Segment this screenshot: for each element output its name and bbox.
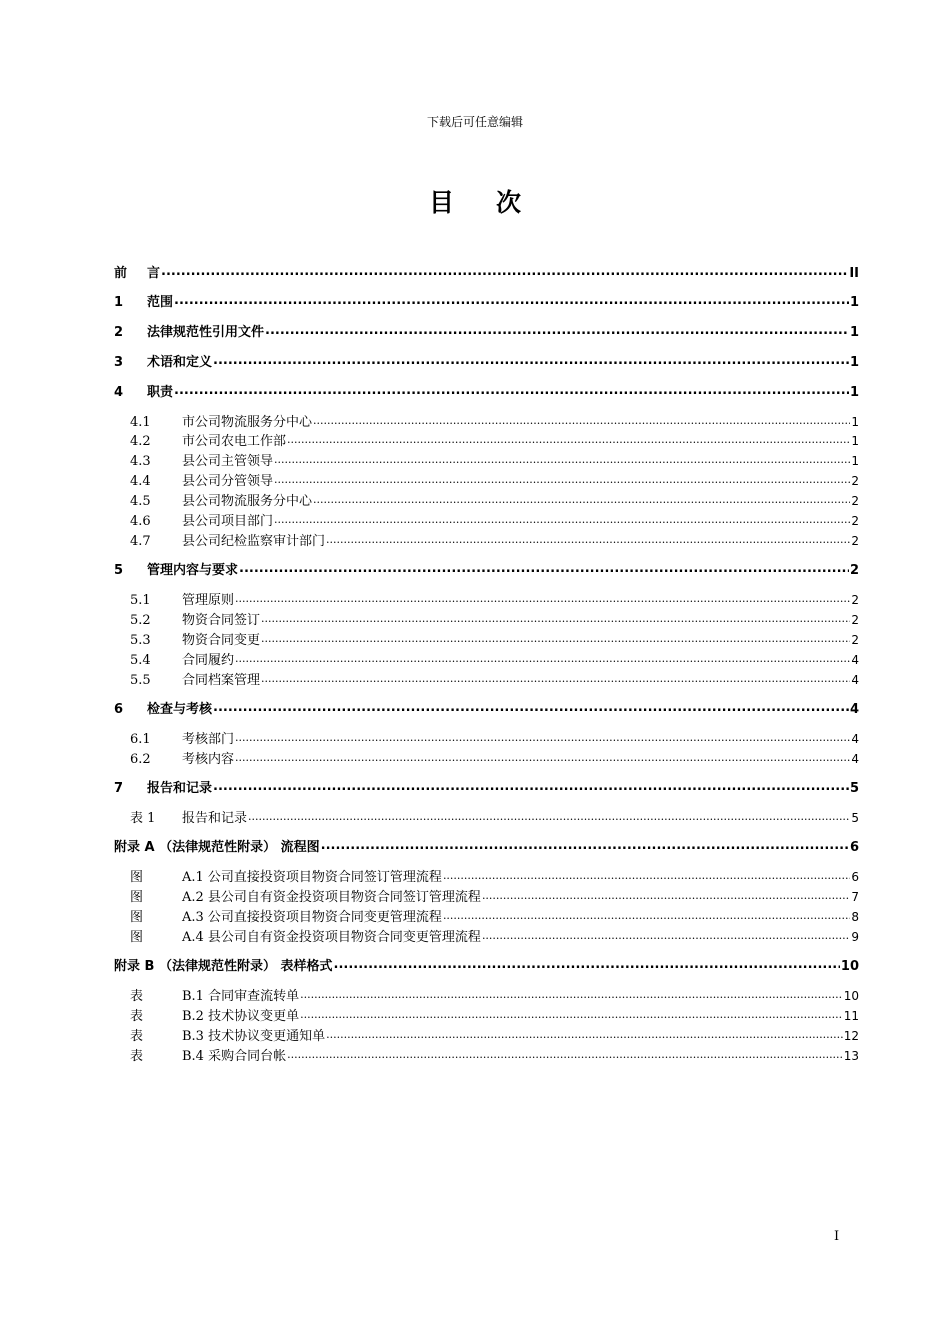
toc-page-number: 6: [849, 840, 859, 855]
toc-subentry[interactable]: [114, 530, 859, 549]
toc-leader-dots: [274, 452, 850, 465]
toc-entry[interactable]: [114, 698, 859, 717]
toc-leader-dots: [334, 957, 840, 970]
toc-page-number: 12: [843, 1029, 859, 1043]
toc-entry-title: 附录 B （法律规范性附录） 表样格式: [114, 959, 333, 974]
toc-leader-dots: [274, 512, 850, 525]
toc-entry-number: 3: [114, 355, 124, 370]
toc-page-number: 1: [851, 454, 859, 468]
toc-leader-dots: [287, 1047, 843, 1060]
toc-leader-dots: [443, 868, 850, 881]
toc-leader-dots: [443, 908, 850, 921]
toc-page-number: 2: [851, 494, 859, 508]
toc-leader-dots: [482, 888, 850, 901]
toc-entry-title: A.4 县公司自有资金投资项目物资合同变更管理流程: [182, 930, 481, 945]
toc-subentry[interactable]: [114, 430, 859, 449]
toc-entry-title: 物资合同变更: [182, 633, 261, 648]
toc-subentry[interactable]: [114, 470, 859, 489]
toc-entry-title: 管理原则: [182, 593, 235, 608]
toc-entry-title: 市公司物流服务分中心: [182, 415, 313, 430]
toc-entry-title: 报告和记录: [182, 811, 248, 826]
toc-leader-dots: [482, 928, 850, 941]
toc-entry-title: 市公司农电工作部: [182, 434, 287, 449]
toc-page-number: 1: [849, 295, 859, 310]
toc-entry-number: 6.2: [130, 752, 151, 767]
toc-leader-dots: [261, 671, 850, 684]
toc-page-number: 2: [851, 514, 859, 528]
toc-entry-number: 4.2: [130, 434, 151, 449]
toc-leader-dots: [321, 838, 849, 851]
toc-entry-title: B.4 采购合同台帐: [182, 1049, 287, 1064]
toc-entry-number: 5: [114, 563, 124, 578]
toc-leader-dots: [174, 383, 849, 396]
toc-entry-number: 前: [114, 266, 128, 281]
toc-page-number: 6: [851, 870, 859, 884]
toc-subentry[interactable]: [114, 728, 859, 747]
toc-leader-dots: [174, 293, 849, 306]
toc-page-number: 1: [849, 325, 859, 340]
toc-entry-title: 职责: [147, 385, 174, 400]
toc-leader-dots: [326, 532, 850, 545]
toc-page-number: 8: [851, 910, 859, 924]
toc-leader-dots: [161, 264, 848, 277]
footer-page-number: I: [834, 1229, 840, 1244]
toc-leader-dots: [235, 591, 850, 604]
toc-entry-number: 6: [114, 702, 124, 717]
toc-leader-dots: [287, 432, 850, 445]
toc-entry-number: 图: [130, 930, 144, 945]
toc-leader-dots: [213, 353, 849, 366]
toc-page-number: 2: [851, 593, 859, 607]
toc-page-number: 2: [851, 613, 859, 627]
toc-leader-dots: [326, 1027, 843, 1040]
toc-entry-number: 6.1: [130, 732, 151, 747]
toc-subentry[interactable]: [114, 649, 859, 668]
toc-subentry[interactable]: [114, 807, 859, 826]
toc-entry-number: 表 1: [130, 811, 156, 826]
toc-leader-dots: [274, 472, 850, 485]
toc-leader-dots: [248, 809, 850, 822]
toc-entry-number: 4: [114, 385, 124, 400]
toc-page-number: 4: [849, 702, 859, 717]
toc-entry-number: 5.3: [130, 633, 151, 648]
toc-entry[interactable]: [114, 559, 859, 578]
toc-subentry[interactable]: [114, 1025, 859, 1044]
toc-leader-dots: [235, 730, 850, 743]
toc-page-number: 10: [843, 989, 859, 1003]
toc-page-number: II: [849, 266, 859, 281]
toc-entry-title: 物资合同签订: [182, 613, 261, 628]
toc-entry-number: 表: [130, 1049, 144, 1064]
toc-entry-title: 县公司纪检监察审计部门: [182, 534, 326, 549]
toc-subentry[interactable]: [114, 490, 859, 509]
toc-entry-title: 县公司项目部门: [182, 514, 274, 529]
toc-entry-number: 5.4: [130, 653, 151, 668]
header-note: 下载后可任意编辑: [426, 115, 523, 129]
toc-page-number: 4: [851, 653, 859, 667]
toc-entry-title: 言: [147, 266, 161, 281]
toc-entry-number: 图: [130, 890, 144, 905]
toc-page-number: 2: [849, 563, 859, 578]
toc-entry-title: 县公司分管领导: [182, 474, 274, 489]
toc-leader-dots: [313, 492, 850, 505]
toc-leader-dots: [213, 700, 849, 713]
toc-subentry[interactable]: [114, 450, 859, 469]
toc-title: 目次: [428, 188, 563, 217]
toc-leader-dots: [300, 987, 843, 1000]
toc-entry-title: A.1 公司直接投资项目物资合同签订管理流程: [182, 870, 442, 885]
toc-subentry[interactable]: [114, 866, 859, 885]
toc-entry-number: 4.6: [130, 514, 151, 529]
toc-subentry[interactable]: [114, 886, 859, 905]
toc-entry-title: 检查与考核: [147, 702, 213, 717]
toc-page-number: 9: [851, 930, 859, 944]
toc-subentry[interactable]: [114, 985, 859, 1004]
toc-page-number: 5: [849, 781, 859, 796]
toc-entry-title: 管理内容与要求: [147, 563, 239, 578]
toc-entry-title: B.1 合同审查流转单: [182, 989, 300, 1004]
toc-leader-dots: [261, 611, 850, 624]
toc-entry-title: A.3 公司直接投资项目物资合同变更管理流程: [182, 910, 442, 925]
toc-entry-number: 4.7: [130, 534, 151, 549]
toc-entry-title: A.2 县公司自有资金投资项目物资合同签订管理流程: [182, 890, 481, 905]
toc-entry-number: 图: [130, 910, 144, 925]
toc-subentry[interactable]: [114, 906, 859, 925]
toc-entry[interactable]: [114, 955, 859, 974]
toc-page-number: 1: [849, 385, 859, 400]
toc-entry[interactable]: [114, 262, 859, 281]
toc-entry-number: 表: [130, 1009, 144, 1024]
toc-entry-number: 5.2: [130, 613, 151, 628]
toc-entry[interactable]: [114, 381, 859, 400]
toc-subentry[interactable]: [114, 609, 859, 628]
toc-subentry[interactable]: [114, 589, 859, 608]
toc-page-number: 4: [851, 752, 859, 766]
toc-entry-title: 范围: [147, 295, 174, 310]
toc-leader-dots: [213, 779, 849, 792]
toc-leader-dots: [265, 323, 849, 336]
toc-entry-number: 4.1: [130, 415, 151, 430]
toc-page-number: 5: [851, 811, 859, 825]
toc-page-number: 4: [851, 673, 859, 687]
toc-entry-number: 表: [130, 989, 144, 1004]
toc-page-number: 7: [851, 890, 859, 904]
toc-subentry[interactable]: [114, 1045, 859, 1064]
toc-subentry[interactable]: [114, 926, 859, 945]
toc-page-number: 4: [851, 732, 859, 746]
toc-entry-number: 1: [114, 295, 124, 310]
toc-subentry[interactable]: [114, 510, 859, 529]
toc-entry-title: 县公司物流服务分中心: [182, 494, 313, 509]
toc-page-number: 13: [843, 1049, 859, 1063]
toc-entry-number: 7: [114, 781, 124, 796]
toc-page-number: 2: [851, 474, 859, 488]
toc-entry-number: 2: [114, 325, 124, 340]
toc-entry-title: 考核内容: [182, 752, 235, 767]
toc-entry[interactable]: [114, 836, 859, 855]
toc-page-number: 1: [851, 434, 859, 448]
toc-entry-title: 合同档案管理: [182, 673, 261, 688]
toc-subentry[interactable]: [114, 748, 859, 767]
toc-entry-title: 附录 A （法律规范性附录） 流程图: [114, 840, 320, 855]
toc-page-number: 2: [851, 633, 859, 647]
toc-entry-number: 4.5: [130, 494, 151, 509]
toc-entry-title: 考核部门: [182, 732, 235, 747]
toc-leader-dots: [313, 413, 850, 426]
toc-entry-number: 4.4: [130, 474, 151, 489]
toc-page-number: 1: [849, 355, 859, 370]
toc-page-number: 10: [840, 959, 859, 974]
toc-entry-title: B.3 技术协议变更通知单: [182, 1029, 326, 1044]
toc-leader-dots: [235, 651, 850, 664]
toc-page-number: 1: [851, 415, 859, 429]
toc-entry-title: 合同履约: [182, 653, 235, 668]
toc-leader-dots: [235, 750, 850, 763]
toc-leader-dots: [261, 631, 850, 644]
toc-entry-number: 表: [130, 1029, 144, 1044]
toc-entry[interactable]: [114, 777, 859, 796]
toc-subentry[interactable]: [114, 411, 859, 430]
toc-entry[interactable]: [114, 351, 859, 370]
toc-subentry[interactable]: [114, 1005, 859, 1024]
toc-subentry[interactable]: [114, 669, 859, 688]
toc-page-number: 2: [851, 534, 859, 548]
toc-entry-title: B.2 技术协议变更单: [182, 1009, 300, 1024]
toc-entry-number: 5.5: [130, 673, 151, 688]
toc-entry-title: 县公司主管领导: [182, 454, 274, 469]
toc-entry-title: 法律规范性引用文件: [147, 325, 265, 340]
toc-leader-dots: [239, 561, 849, 574]
toc-entry-title: 报告和记录: [147, 781, 213, 796]
toc-leader-dots: [300, 1007, 843, 1020]
toc-entry-number: 4.3: [130, 454, 151, 469]
toc-subentry[interactable]: [114, 629, 859, 648]
toc-page-number: 11: [843, 1009, 859, 1023]
toc-entry-title: 术语和定义: [147, 355, 213, 370]
toc-entry-number: 图: [130, 870, 144, 885]
toc-entry[interactable]: [114, 291, 859, 310]
toc-entry-number: 5.1: [130, 593, 151, 608]
toc-entry[interactable]: [114, 321, 859, 340]
